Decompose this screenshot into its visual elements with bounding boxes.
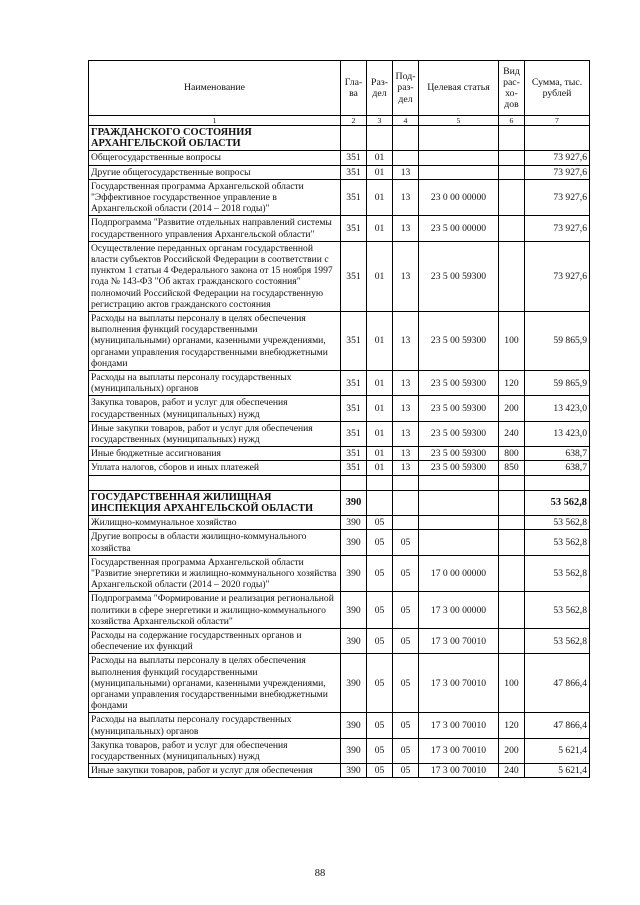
cell-vid	[499, 555, 525, 592]
cell-name: Осуществление переданных органам государственной власти субъектов Российской Федерации в соответствии с пунктом 1 статьи 4 Федерального закона от 15 ноября 1997 года № 143-ФЗ "Об актах гражданского состояния" полномочий Российской Федерации на государственную регистрацию актов гражданского состояния	[89, 241, 341, 311]
table-row	[89, 764, 590, 778]
cell-vid: 850	[499, 461, 525, 475]
cell-target	[419, 516, 499, 530]
column-number: 3	[367, 116, 393, 126]
cell-glava	[341, 126, 367, 151]
cell-glava: 351	[341, 216, 367, 241]
cell-name: Иные закупки товаров, работ и услуг для обеспечения государственных (муниципальных) нужд	[89, 421, 341, 446]
cell-name: Иные бюджетные ассигнования	[89, 447, 341, 461]
cell-vid	[499, 165, 525, 179]
header-name: Наименование	[89, 61, 341, 116]
cell-sum: 73 927,6	[525, 241, 590, 311]
cell-target: 23 5 00 59300	[419, 371, 499, 396]
table-row	[89, 530, 590, 555]
cell-vid	[499, 126, 525, 151]
cell-razdel: 01	[367, 241, 393, 311]
budget-table	[88, 60, 590, 778]
cell-glava: 390	[341, 764, 367, 778]
cell-razdel: 01	[367, 216, 393, 241]
cell-sum: 53 562,8	[525, 490, 590, 515]
cell-glava: 390	[341, 628, 367, 653]
cell-sum	[525, 475, 590, 490]
cell-sum: 73 927,6	[525, 216, 590, 241]
cell-razdel	[367, 126, 393, 151]
cell-target	[419, 530, 499, 555]
cell-vid: 120	[499, 713, 525, 738]
cell-razdel: 01	[367, 179, 393, 216]
cell-target	[419, 475, 499, 490]
cell-glava: 390	[341, 530, 367, 555]
cell-target: 23 5 00 59300	[419, 421, 499, 446]
header-glava: Гла-ва	[341, 61, 367, 116]
cell-target: 23 0 00 00000	[419, 179, 499, 216]
table-row	[89, 371, 590, 396]
cell-name: Жилищно-коммунальное хозяйство	[89, 516, 341, 530]
cell-vid: 120	[499, 371, 525, 396]
cell-razdel: 05	[367, 555, 393, 592]
cell-name: Подпрограмма "Формирование и реализация региональной политики в сфере энергетики и жилищно-коммунального хозяйства Архангельской области"	[89, 592, 341, 629]
cell-podrazdel: 13	[393, 371, 419, 396]
cell-razdel: 01	[367, 371, 393, 396]
table-row	[89, 396, 590, 421]
cell-glava: 351	[341, 396, 367, 421]
cell-razdel: 01	[367, 461, 393, 475]
cell-podrazdel	[393, 126, 419, 151]
column-number: 5	[419, 116, 499, 126]
cell-vid	[499, 490, 525, 515]
cell-razdel: 01	[367, 312, 393, 371]
cell-target: 17 3 00 70010	[419, 654, 499, 713]
cell-name: ГРАЖДАНСКОГО СОСТОЯНИЯ АРХАНГЕЛЬСКОЙ ОБЛАСТИ	[89, 126, 341, 151]
cell-name: Иные закупки товаров, работ и услуг для обеспечения	[89, 764, 341, 778]
cell-name: Расходы на выплаты персоналу в целях обеспечения выполнения функций государственными (муниципальными) органами, казенными учреждениями, органами управления государственными внебюджетными фондами	[89, 654, 341, 713]
cell-razdel	[367, 490, 393, 515]
cell-target: 17 3 00 00000	[419, 592, 499, 629]
cell-name: Закупка товаров, работ и услуг для обеспечения государственных (муниципальных) нужд	[89, 396, 341, 421]
cell-glava: 351	[341, 461, 367, 475]
cell-name: Другие вопросы в области жилищно-коммунального хозяйства	[89, 530, 341, 555]
cell-name: Государственная программа Архангельской области "Развитие энергетики и жилищно-коммунального хозяйства Архангельской области (2014 – 2020 годы)"	[89, 555, 341, 592]
cell-podrazdel: 13	[393, 241, 419, 311]
cell-glava: 390	[341, 592, 367, 629]
cell-glava: 351	[341, 165, 367, 179]
cell-razdel	[367, 475, 393, 490]
header-podrazdel: Под-раз-дел	[393, 61, 419, 116]
cell-razdel: 01	[367, 396, 393, 421]
cell-razdel: 01	[367, 421, 393, 446]
cell-razdel: 05	[367, 516, 393, 530]
cell-target: 23 5 00 59300	[419, 312, 499, 371]
cell-vid	[499, 592, 525, 629]
cell-sum: 13 423,0	[525, 421, 590, 446]
cell-razdel: 05	[367, 764, 393, 778]
cell-vid: 100	[499, 312, 525, 371]
column-number: 4	[393, 116, 419, 126]
column-number: 7	[525, 116, 590, 126]
table-row	[89, 555, 590, 592]
cell-sum: 5 621,4	[525, 764, 590, 778]
table-row	[89, 241, 590, 311]
cell-target: 23 5 00 59300	[419, 241, 499, 311]
cell-target	[419, 151, 499, 165]
table-row	[89, 312, 590, 371]
cell-vid: 240	[499, 764, 525, 778]
cell-podrazdel: 05	[393, 530, 419, 555]
cell-vid	[499, 628, 525, 653]
cell-target: 23 5 00 59300	[419, 396, 499, 421]
cell-sum: 47 866,4	[525, 654, 590, 713]
cell-target: 23 5 00 00000	[419, 216, 499, 241]
column-number: 2	[341, 116, 367, 126]
header-razdel: Раз-дел	[367, 61, 393, 116]
table-row	[89, 461, 590, 475]
table-row	[89, 475, 590, 490]
cell-sum: 73 927,6	[525, 151, 590, 165]
table-row	[89, 165, 590, 179]
cell-vid: 240	[499, 421, 525, 446]
cell-glava: 351	[341, 241, 367, 311]
table-row	[89, 126, 590, 151]
cell-vid	[499, 241, 525, 311]
cell-podrazdel: 13	[393, 165, 419, 179]
cell-sum: 13 423,0	[525, 396, 590, 421]
table-row	[89, 592, 590, 629]
cell-glava: 351	[341, 312, 367, 371]
cell-razdel: 05	[367, 738, 393, 763]
cell-glava: 351	[341, 371, 367, 396]
cell-razdel: 05	[367, 654, 393, 713]
cell-glava: 390	[341, 654, 367, 713]
table-row	[89, 490, 590, 515]
cell-target: 23 5 00 59300	[419, 447, 499, 461]
cell-glava: 390	[341, 713, 367, 738]
cell-sum	[525, 126, 590, 151]
cell-name: Государственная программа Архангельской области "Эффективное государственное управление в Архангельской области (2014 – 2018 годы)"	[89, 179, 341, 216]
cell-sum: 638,7	[525, 447, 590, 461]
column-number: 6	[499, 116, 525, 126]
cell-glava: 351	[341, 447, 367, 461]
cell-sum: 73 927,6	[525, 165, 590, 179]
cell-target: 23 5 00 59300	[419, 461, 499, 475]
cell-glava: 351	[341, 151, 367, 165]
cell-razdel: 01	[367, 447, 393, 461]
cell-name: Расходы на выплаты персоналу государственных (муниципальных) органов	[89, 371, 341, 396]
cell-glava: 351	[341, 179, 367, 216]
cell-vid: 100	[499, 654, 525, 713]
cell-target: 17 3 00 70010	[419, 738, 499, 763]
cell-podrazdel: 13	[393, 312, 419, 371]
table-row	[89, 216, 590, 241]
header-target: Целевая статья	[419, 61, 499, 116]
cell-podrazdel: 13	[393, 447, 419, 461]
table-row	[89, 421, 590, 446]
cell-razdel: 05	[367, 628, 393, 653]
cell-glava: 390	[341, 555, 367, 592]
cell-vid	[499, 530, 525, 555]
cell-podrazdel	[393, 516, 419, 530]
table-row	[89, 628, 590, 653]
cell-podrazdel: 13	[393, 396, 419, 421]
cell-podrazdel: 13	[393, 461, 419, 475]
header-vid: Вид рас-хо-дов	[499, 61, 525, 116]
cell-razdel: 05	[367, 713, 393, 738]
cell-podrazdel: 13	[393, 421, 419, 446]
page-number: 88	[314, 868, 326, 879]
cell-vid	[499, 151, 525, 165]
table-row	[89, 738, 590, 763]
cell-name: ГОСУДАРСТВЕННАЯ ЖИЛИЩНАЯ ИНСПЕКЦИЯ АРХАНГЕЛЬСКОЙ ОБЛАСТИ	[89, 490, 341, 515]
cell-name: Расходы на выплаты персоналу государственных (муниципальных) органов	[89, 713, 341, 738]
table-row	[89, 516, 590, 530]
cell-target	[419, 490, 499, 515]
table-row	[89, 179, 590, 216]
cell-name: Расходы на выплаты персоналу в целях обеспечения выполнения функций государственными (муниципальными) органами, казенными учреждениями, органами управления государственными внебюджетными фондами	[89, 312, 341, 371]
cell-sum: 53 562,8	[525, 628, 590, 653]
cell-razdel: 05	[367, 592, 393, 629]
cell-target: 17 3 00 70010	[419, 628, 499, 653]
table-row	[89, 713, 590, 738]
cell-sum: 59 865,9	[525, 371, 590, 396]
cell-vid	[499, 179, 525, 216]
cell-name: Уплата налогов, сборов и иных платежей	[89, 461, 341, 475]
cell-sum: 53 562,8	[525, 555, 590, 592]
cell-podrazdel	[393, 475, 419, 490]
cell-name: Подпрограмма "Развитие отдельных направлений системы государственного управления Архангельской области"	[89, 216, 341, 241]
cell-target: 17 3 00 70010	[419, 713, 499, 738]
cell-sum: 73 927,6	[525, 179, 590, 216]
cell-glava: 390	[341, 490, 367, 515]
cell-podrazdel: 05	[393, 592, 419, 629]
cell-name: Другие общегосударственные вопросы	[89, 165, 341, 179]
cell-podrazdel: 05	[393, 654, 419, 713]
cell-razdel: 01	[367, 165, 393, 179]
cell-podrazdel: 05	[393, 764, 419, 778]
header-row	[89, 61, 590, 116]
cell-razdel: 01	[367, 151, 393, 165]
cell-podrazdel: 13	[393, 179, 419, 216]
cell-name: Закупка товаров, работ и услуг для обеспечения государственных (муниципальных) нужд	[89, 738, 341, 763]
table-row	[89, 151, 590, 165]
cell-vid: 200	[499, 396, 525, 421]
cell-podrazdel	[393, 490, 419, 515]
cell-target: 17 3 00 70010	[419, 764, 499, 778]
header-sum: Сумма, тыс. рублей	[525, 61, 590, 116]
cell-sum: 47 866,4	[525, 713, 590, 738]
table-row	[89, 654, 590, 713]
cell-vid	[499, 216, 525, 241]
cell-name: Общегосударственные вопросы	[89, 151, 341, 165]
cell-vid	[499, 475, 525, 490]
cell-target	[419, 126, 499, 151]
cell-podrazdel: 05	[393, 738, 419, 763]
column-number-row	[89, 116, 590, 126]
cell-sum: 59 865,9	[525, 312, 590, 371]
cell-glava: 390	[341, 516, 367, 530]
cell-podrazdel: 05	[393, 628, 419, 653]
cell-razdel: 05	[367, 530, 393, 555]
cell-sum: 5 621,4	[525, 738, 590, 763]
table-row	[89, 447, 590, 461]
cell-vid: 800	[499, 447, 525, 461]
cell-glava: 390	[341, 738, 367, 763]
cell-target	[419, 165, 499, 179]
cell-podrazdel: 05	[393, 555, 419, 592]
cell-podrazdel	[393, 151, 419, 165]
cell-target: 17 0 00 00000	[419, 555, 499, 592]
cell-vid	[499, 516, 525, 530]
cell-sum: 53 562,8	[525, 592, 590, 629]
cell-name: Расходы на содержание государственных органов и обеспечение их функций	[89, 628, 341, 653]
cell-vid: 200	[499, 738, 525, 763]
cell-sum: 53 562,8	[525, 516, 590, 530]
cell-name	[89, 475, 341, 490]
cell-sum: 638,7	[525, 461, 590, 475]
cell-glava	[341, 475, 367, 490]
cell-podrazdel: 13	[393, 216, 419, 241]
column-number: 1	[89, 116, 341, 126]
cell-glava: 351	[341, 421, 367, 446]
cell-sum: 53 562,8	[525, 530, 590, 555]
cell-podrazdel: 05	[393, 713, 419, 738]
